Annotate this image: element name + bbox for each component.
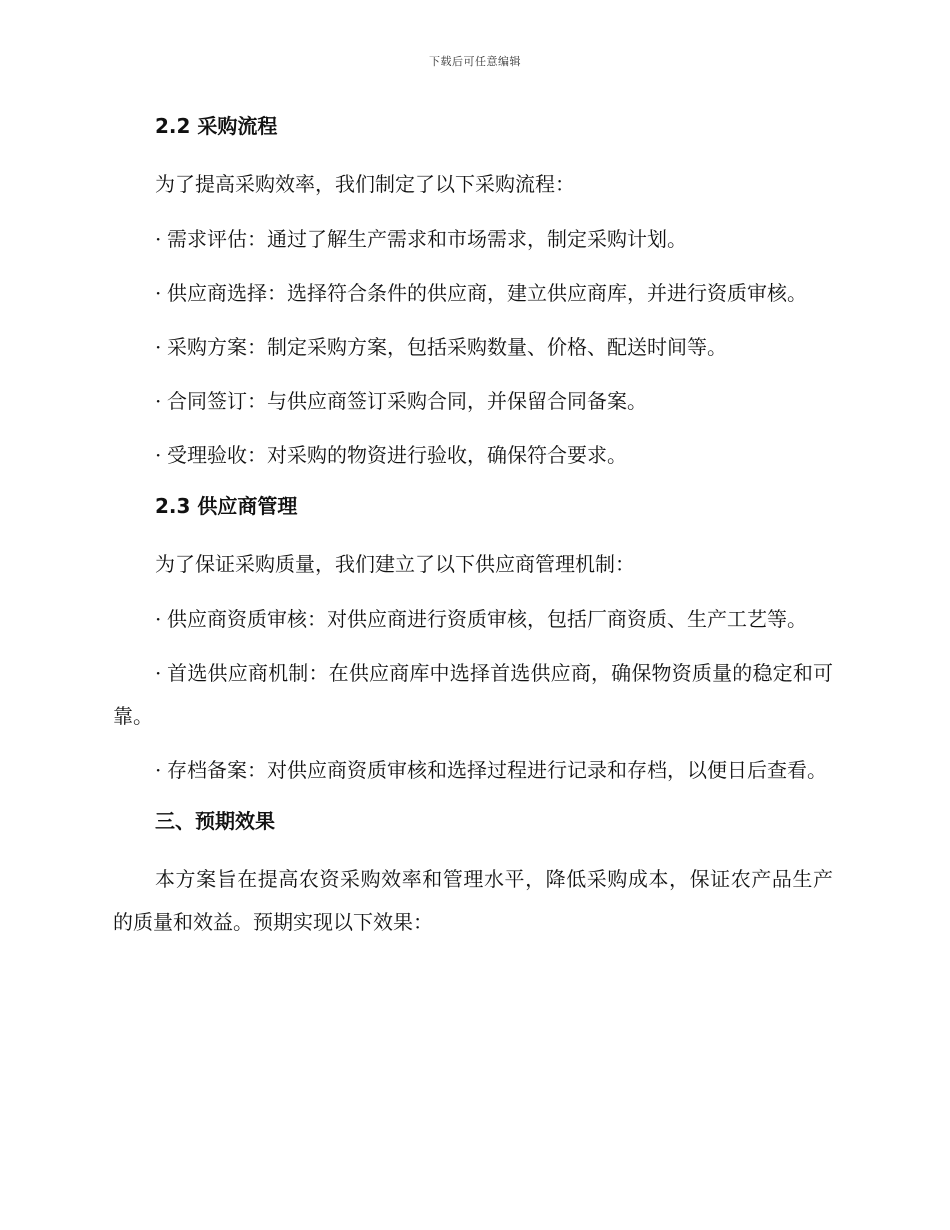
- bullet-icon: ·: [155, 227, 162, 251]
- bullet-icon: ·: [155, 661, 162, 685]
- supplier-mechanism-text: 供应商资质审核：对供应商进行资质审核，包括厂商资质、生产工艺等。: [167, 607, 807, 631]
- procurement-step-item: [113, 272, 833, 315]
- header-note: 下载后可任意编辑: [429, 55, 521, 68]
- bullet-icon: ·: [155, 281, 162, 305]
- document-body: [113, 108, 833, 955]
- supplier-mechanism-item: [113, 652, 833, 738]
- procurement-step-item: [113, 218, 833, 261]
- section-heading-2-3: 2.3 供应商管理: [155, 494, 298, 518]
- section-heading-3: 三、预期效果: [155, 809, 275, 833]
- bullet-icon: ·: [155, 607, 162, 631]
- procurement-step-text: 受理验收：对采购的物资进行验收，确保符合要求。: [167, 443, 627, 467]
- section-heading-2-2: 2.2 采购流程: [155, 114, 278, 138]
- procurement-step-item: [113, 434, 833, 477]
- section-3-body: 本方案旨在提高农资采购效率和管理水平，降低采购成本，保证农产品生产的质量和效益。预期实现以下效果：: [113, 867, 833, 934]
- procurement-step-text: 供应商选择：选择符合条件的供应商，建立供应商库，并进行资质审核。: [167, 281, 807, 305]
- supplier-mechanism-text: 存档备案：对供应商资质审核和选择过程进行记录和存档，以便日后查看。: [167, 758, 827, 782]
- bullet-icon: ·: [155, 335, 162, 359]
- section-2-2-intro: 为了提高采购效率，我们制定了以下采购流程：: [155, 172, 575, 196]
- procurement-step-item: [113, 380, 833, 423]
- bullet-icon: ·: [155, 389, 162, 413]
- supplier-mechanism-text: 首选供应商机制：在供应商库中选择首选供应商，确保物资质量的稳定和可靠。: [113, 661, 833, 728]
- procurement-step-text: 需求评估：通过了解生产需求和市场需求，制定采购计划。: [167, 227, 687, 251]
- procurement-step-text: 合同签订：与供应商签订采购合同，并保留合同备案。: [167, 389, 647, 413]
- procurement-step-text: 采购方案：制定采购方案，包括采购数量、价格、配送时间等。: [167, 335, 727, 359]
- bullet-icon: ·: [155, 443, 162, 467]
- section-2-3-intro: 为了保证采购质量，我们建立了以下供应商管理机制：: [155, 552, 635, 576]
- supplier-mechanism-item: [113, 749, 833, 792]
- supplier-mechanism-item: [113, 598, 833, 641]
- procurement-step-item: [113, 326, 833, 369]
- bullet-icon: ·: [155, 758, 162, 782]
